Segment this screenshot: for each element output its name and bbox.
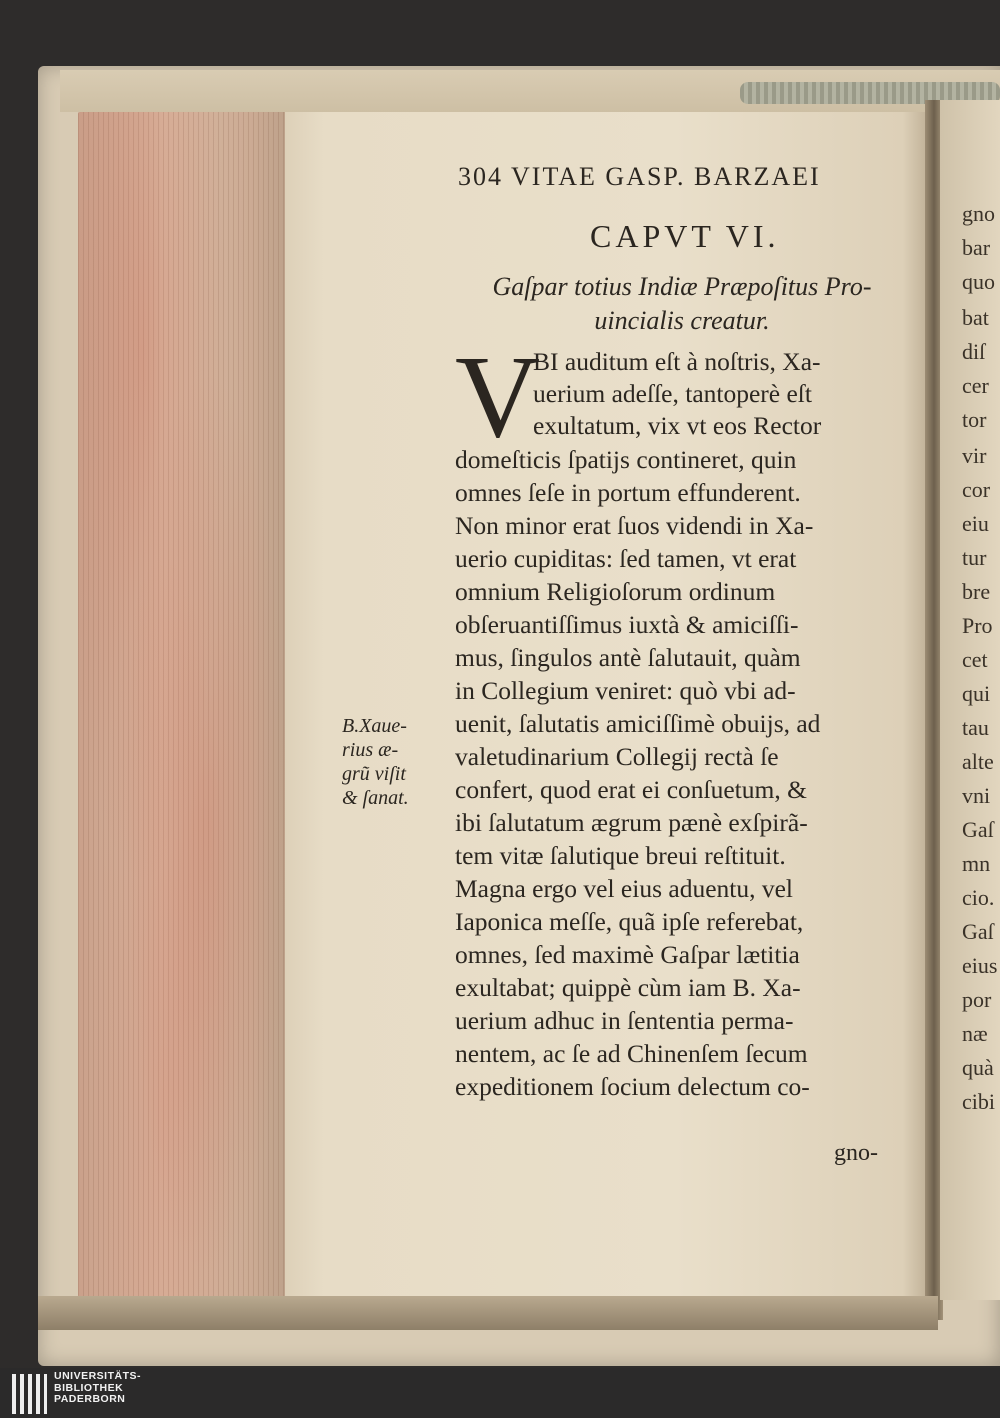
body-line: exultatum, vix vt eos Rector [533,411,822,440]
facing-page-fragment: cor [962,477,991,502]
margin-note-line: rius æ- [342,739,399,761]
body-line: uenit, ſalutatis amiciſſimè obuijs, ad [455,709,821,738]
library-logo-icon [10,1372,48,1416]
running-head: 304 VITAE GASP. BARZAEI [458,162,821,191]
facing-page-fragment: vir [962,443,987,468]
facing-page-fragment: alte [962,749,994,774]
facing-page-fragment: cet [962,647,988,672]
body-line: Magna ergo vel eius aduentu, vel [455,874,794,903]
catchword: gno- [834,1140,878,1166]
margin-note [342,714,409,810]
facing-page-fragment: mn [962,851,991,876]
facing-page-fragment: cio. [962,885,995,910]
facing-page-fragment: næ [962,1021,988,1046]
facing-page-fragment: eius [962,953,998,978]
facing-page-fragment: bat [962,305,989,330]
body-line: BI auditum eſt à noſtris, Xa- [533,347,821,376]
margin-note-line: B.Xaue- [342,715,407,737]
logo-line: PADERBORN [54,1393,126,1405]
body-line: omnes ſeſe in portum effunderent. [455,478,801,507]
margin-note-line: grũ viſit [342,763,406,785]
facing-page-fragment: gno [962,201,995,226]
facing-page-fragment: tor [962,407,987,432]
body-line: nentem, ac ſe ad Chinenſem ſecum [455,1039,808,1068]
library-logo-text [54,1371,141,1406]
body-line: omnium Religioſorum ordinum [455,577,776,606]
body-line: uerio cupiditas: ſed tamen, vt erat [455,544,797,573]
body-line: Non minor erat ſuos videndi in Xa- [455,511,814,540]
body-line: valetudinarium Collegij rectà ſe [455,742,779,771]
body-line: confert, quod erat ei conſuetum, & [455,775,807,804]
page-block-edges [78,112,293,1297]
facing-page-fragment: quo [962,269,995,294]
chapter-title: CAPVT VI. [590,218,780,254]
body-line: obſeruantiſſimus iuxtà & amiciſſi- [455,610,799,639]
body-line: in Collegium veniret: quò vbi ad- [455,676,796,705]
facing-page-fragment: tur [962,545,987,570]
drop-cap: V [455,331,541,462]
facing-page-fragment: Pro [962,613,993,638]
chapter-subtitle: Gaſpar totius Indiæ Præpoſitus Pro-uincialis creatur. [492,272,872,335]
body-line: ibi ſalutatum ægrum pænè exſpirã- [455,808,808,837]
body-line: exultabat; quippè cùm iam B. Xa- [455,973,801,1002]
footer-bar [0,1368,1000,1418]
facing-page-fragment: cer [962,373,989,398]
facing-page-fragment: qui [962,681,991,706]
body-line: domeſticis ſpatijs contineret, quin [455,445,797,474]
body-line: Iaponica meſſe, quã ipſe referebat, [455,907,804,936]
body-line: mus, ſingulos antè ſalutauit, quàm [455,643,801,672]
facing-page-fragment: cibi [962,1089,995,1114]
facing-page-fragment: bre [962,579,991,604]
facing-page-fragment: diſ [962,339,986,364]
facing-page-fragment: tau [962,715,989,740]
body-line: omnes, ſed maximè Gaſpar lætitia [455,940,800,969]
facing-page-fragment: quà [962,1055,994,1080]
body-line: expeditionem ſocium delectum co- [455,1072,810,1101]
body-line: uerium adhuc in ſententia perma- [455,1006,794,1035]
facing-page-fragment: bar [962,235,991,260]
book-bottom-edge [38,1296,938,1330]
facing-page-fragment: eiu [962,511,989,536]
margin-note-line: & ſanat. [342,787,409,809]
facing-page-fragment: Gaſ [962,919,994,944]
logo-line: BIBLIOTHEK [54,1381,124,1394]
body-line: tem vitæ ſalutique breui reſtituit. [455,841,786,870]
facing-page-fragment: por [962,987,992,1012]
logo-line: UNIVERSITÄTS- [54,1370,142,1382]
body-line: uerium adeſſe, tantoperè eſt [533,379,812,408]
facing-page-fragment: Gaſ [962,817,994,842]
facing-page-fragment: vni [962,783,991,808]
